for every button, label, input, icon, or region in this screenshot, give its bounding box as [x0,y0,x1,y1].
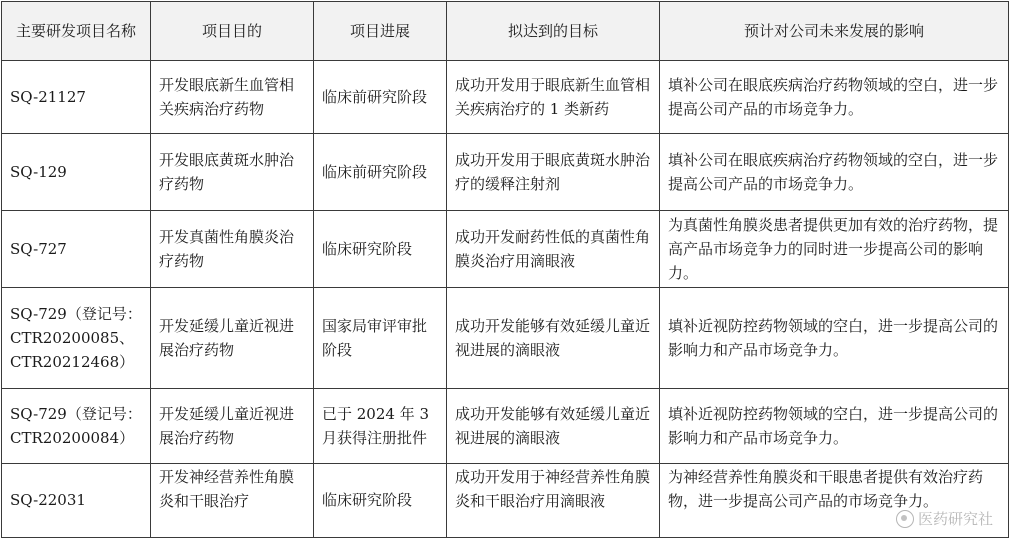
cell-expected-impact: 填补公司在眼底疾病治疗药物领域的空白，进一步提高公司产品的市场竞争力。 [660,61,1009,134]
cell-target-goal: 成功开发用于神经营养性角膜炎和干眼治疗用滴眼液 [447,464,660,538]
cell-project-purpose: 开发神经营养性角膜炎和干眼治疗 [151,464,314,538]
cell-project-purpose: 开发真菌性角膜炎治疗药物 [151,211,314,288]
watermark-text: 医药研究社 [917,510,993,528]
cell-target-goal: 成功开发用于眼底黄斑水肿治疗的缓释注射剂 [447,134,660,211]
cell-project-progress: 临床前研究阶段 [314,134,447,211]
table-row [2,211,1009,288]
cell-project-name: SQ-21127 [2,61,151,134]
header-expected-impact: 预计对公司未来发展的影响 [660,2,1009,61]
cell-project-progress: 已于 2024 年 3 月获得注册批件 [314,389,447,464]
table-row [2,389,1009,464]
cell-expected-impact: 填补近视防控药物领域的空白，进一步提高公司的影响力和产品市场竞争力。 [660,389,1009,464]
header-project-name: 主要研发项目名称 [2,2,151,61]
cell-project-purpose: 开发延缓儿童近视进展治疗药物 [151,288,314,389]
table-row [2,134,1009,211]
cell-expected-impact: 填补近视防控药物领域的空白，进一步提高公司的影响力和产品市场竞争力。 [660,288,1009,389]
cell-target-goal: 成功开发能够有效延缓儿童近视进展的滴眼液 [447,389,660,464]
cell-project-progress: 临床研究阶段 [314,464,447,538]
cell-project-purpose: 开发延缓儿童近视进展治疗药物 [151,389,314,464]
header-project-purpose: 项目目的 [151,2,314,61]
table-row [2,288,1009,389]
cell-project-purpose: 开发眼底新生血管相关疾病治疗药物 [151,61,314,134]
cell-project-progress: 国家局审评审批阶段 [314,288,447,389]
cell-target-goal: 成功开发能够有效延缓儿童近视进展的滴眼液 [447,288,660,389]
rd-projects-table [1,1,1009,538]
cell-project-name: SQ-727 [2,211,151,288]
cell-project-name: SQ-22031 [2,464,151,538]
table-row [2,61,1009,134]
table-header-row [2,2,1009,61]
cell-project-name: SQ-729（登记号：CTR20200084） [2,389,151,464]
cell-project-progress: 临床研究阶段 [314,211,447,288]
cell-expected-impact: 填补公司在眼底疾病治疗药物领域的空白，进一步提高公司产品的市场竞争力。 [660,134,1009,211]
cell-project-progress: 临床前研究阶段 [314,61,447,134]
watermark [896,508,993,529]
header-project-progress: 项目进展 [314,2,447,61]
cell-expected-impact: 为真菌性角膜炎患者提供更加有效的治疗药物，提高产品市场竞争力的同时进一步提高公司的影响力。 [660,211,1009,288]
cell-project-purpose: 开发眼底黄斑水肿治疗药物 [151,134,314,211]
cell-expected-impact: 为神经营养性角膜炎和干眼患者提供有效治疗药物，进一步提高公司产品的市场竞争力。 [660,464,1009,538]
table-row [2,464,1009,538]
header-target-goal: 拟达到的目标 [447,2,660,61]
cell-project-name: SQ-729（登记号：CTR20200085、CTR20212468） [2,288,151,389]
cell-target-goal: 成功开发用于眼底新生血管相关疾病治疗的 1 类新药 [447,61,660,134]
cell-target-goal: 成功开发耐药性低的真菌性角膜炎治疗用滴眼液 [447,211,660,288]
cell-project-name: SQ-129 [2,134,151,211]
watermark-logo-icon [896,510,914,528]
